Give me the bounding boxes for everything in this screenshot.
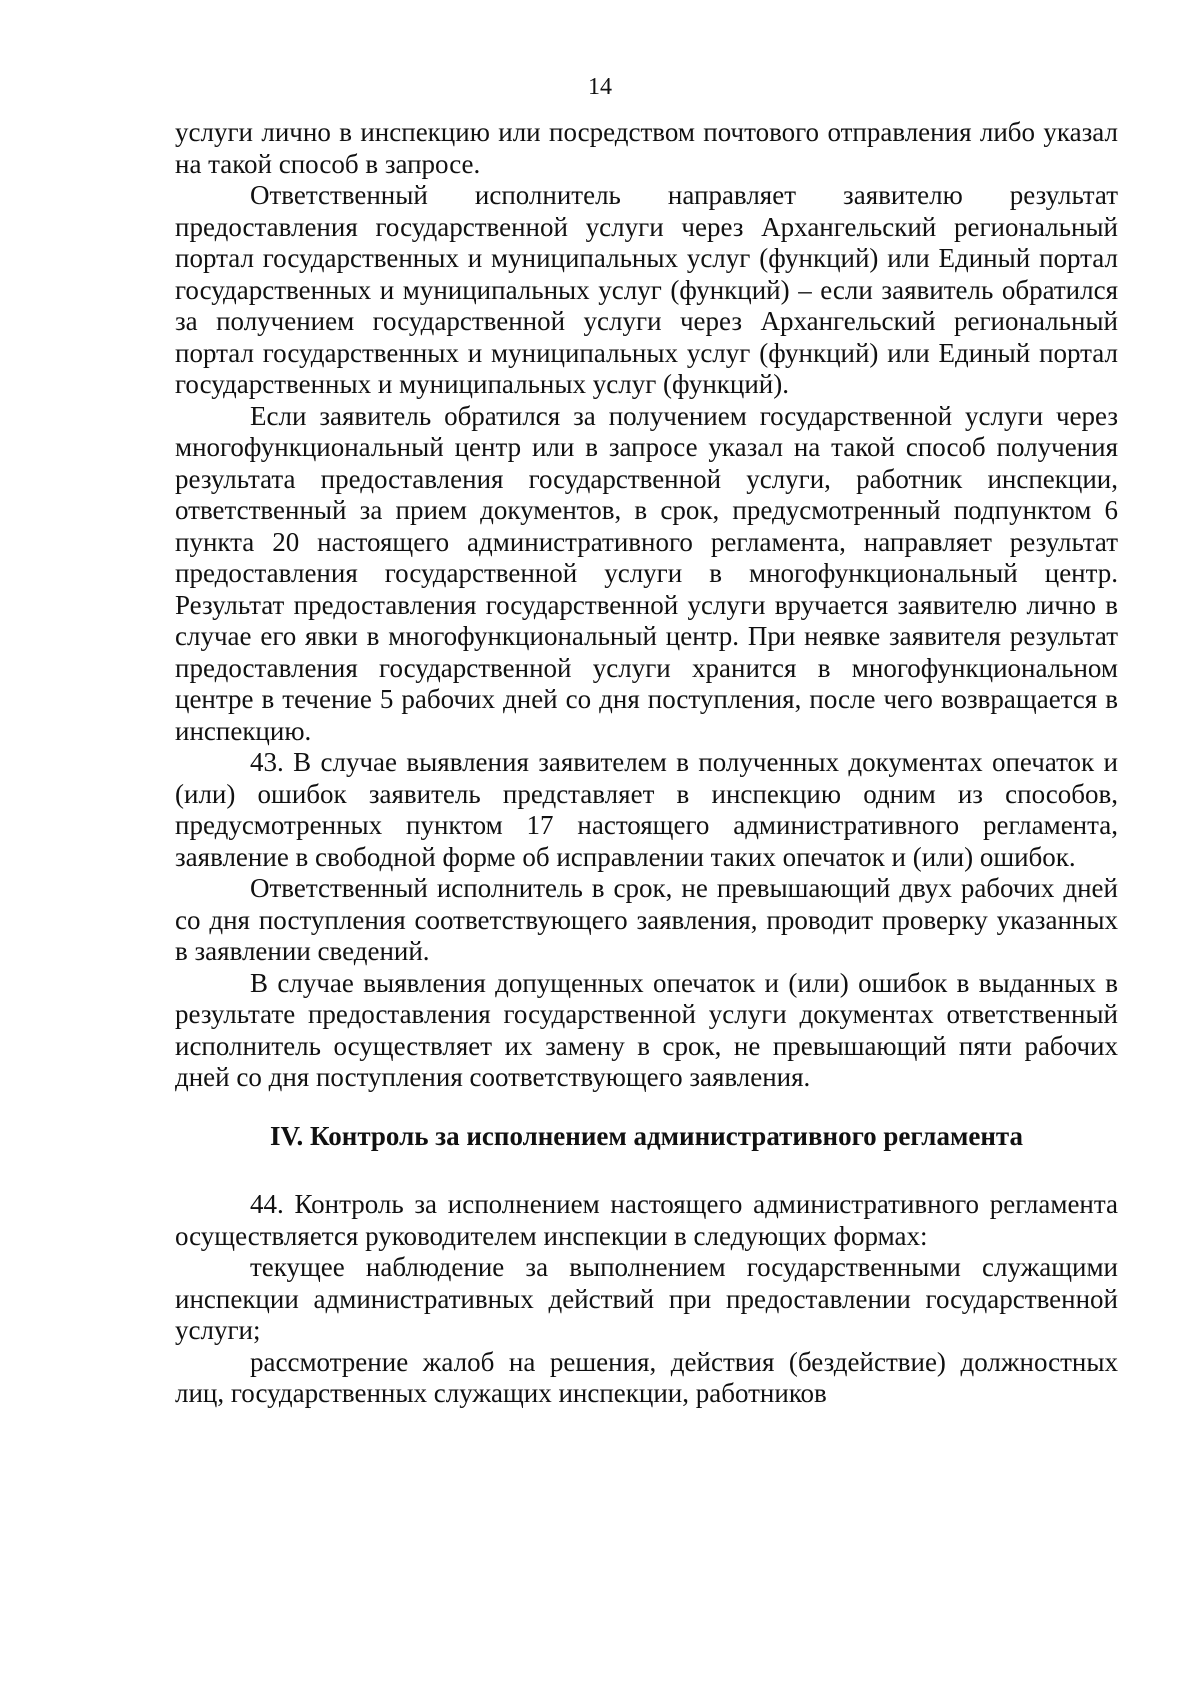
paragraph-item-43: 43. В случае выявления заявителем в полученных документах опечаток и (или) ошибок заявитель представляет в инспекцию одним из способов, предусмотренных пунктом 17 настоящего административного регламента, заявление в свободной форме об исправлении таких опечаток и (или) ошибок. <box>175 747 1118 872</box>
paragraph-item-44: 44. Контроль за исполнением настоящего административного регламента осуществляется руководителем инспекции в следующих формах: <box>175 1189 1118 1251</box>
paragraph: Ответственный исполнитель направляет заявителю результат предоставления государственной услуги через Архангельский региональный портал государственных и муниципальных услуг (функций) или Единый портал государственных и муниципальных услуг (функций) – если заявитель обратился за получением государственной услуги через Архангельский региональный портал государственных и муниципальных услуг (функций) или Единый портал государственных и муниципальных услуг (функций). <box>175 180 1118 399</box>
page-number: 14 <box>588 74 612 100</box>
paragraph: текущее наблюдение за выполнением государственными служащими инспекции административных действий при предоставлении государственной услуги; <box>175 1252 1118 1345</box>
paragraph: Ответственный исполнитель в срок, не превышающий двух рабочих дней со дня поступления соответствующего заявления, проводит проверку указанных в заявлении сведений. <box>175 873 1118 966</box>
paragraph: рассмотрение жалоб на решения, действия (бездействие) должностных лиц, государственных служащих инспекции, работников <box>175 1346 1118 1408</box>
document-body <box>175 117 1118 1410</box>
paragraph: Если заявитель обратился за получением государственной услуги через многофункциональный центр или в запросе указал на такой способ получения результата предоставления государственной услуги, работник инспекции, ответственный за прием документов, в срок, предусмотренный подпунктом 6 пункта 20 настоящего административного регламента, направляет результат предоставления государственной услуги в многофункциональный центр. Результат предоставления государственной услуги вручается заявителю лично в случае его явки в многофункциональный центр. При неявке заявителя результат предоставления государственной услуги хранится в многофункциональном центре в течение 5 рабочих дней со дня поступления, после чего возвращается в инспекцию. <box>175 400 1118 746</box>
paragraph: услуги лично в инспекцию или посредством почтового отправления либо указал на такой способ в запросе. <box>175 117 1118 179</box>
paragraph: В случае выявления допущенных опечаток и (или) ошибок в выданных в результате предоставления государственной услуги документах ответственный исполнитель осуществляет их замену в срок, не превышающий пяти рабочих дней со дня поступления соответствующего заявления. <box>175 967 1118 1092</box>
section-heading: IV. Контроль за исполнением административного регламента <box>270 1120 1023 1151</box>
